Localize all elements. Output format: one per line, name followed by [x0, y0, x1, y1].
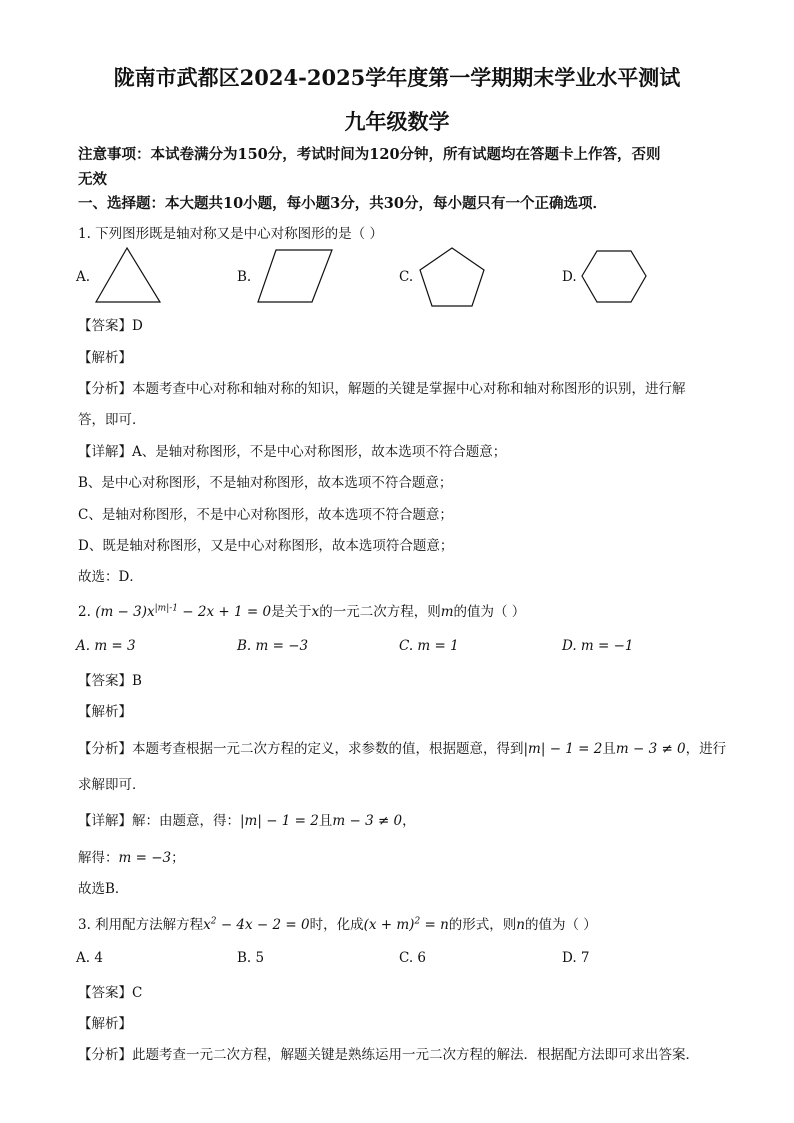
q2-analysis-line-2: 求解即可．	[78, 777, 146, 793]
q1-conclusion: 故选：D．	[78, 569, 143, 585]
notice-line-1: 注意事项：本试卷满分为150分，考试时间为120分钟，所有试题均在答题卡上作答，否则	[78, 146, 661, 163]
parallelogram-icon	[256, 248, 334, 304]
q1-answer: 【答案】D	[78, 318, 143, 334]
q1-detail-c: C、是轴对称图形，不是中心对称图形，故本选项不符合题意；	[78, 507, 453, 523]
q3-equation-1: $x^2 - 4x - 2 = 0$	[203, 916, 310, 933]
q2-answer: 【答案】B	[78, 673, 142, 689]
triangle-icon	[94, 246, 164, 304]
q1-option-a-label: A.	[76, 269, 91, 285]
q3-option-c: C. 6	[399, 950, 427, 966]
q1-option-b-label: B.	[237, 269, 252, 285]
q1-option-d-label: D.	[562, 269, 577, 285]
q3-stem: 3. 利用配方法解方程$x^2 - 4x - 2 = 0$时，化成$(x + m)^2 = n$的形式，则n的值为（ ）	[78, 916, 597, 933]
q1-detail-b: B、是中心对称图形，不是轴对称图形，故本选项不符合题意；	[78, 475, 453, 491]
q2-detail: 【详解】解：由题意，得：|m| − 1 = 2且m − 3 ≠ 0，	[78, 813, 416, 829]
q2-conclusion: 故选B．	[78, 881, 129, 897]
q2-exponent: |m|-1	[154, 603, 178, 614]
q2-jiexi: 【解析】	[78, 704, 132, 720]
section-heading-choice: 一、选择题：本大题共10小题，每小题3分，共30分，每小题只有一个正确选项．	[78, 195, 607, 212]
q2-option-a: A. m = 3	[76, 638, 136, 654]
q2-solve: 解得：m = −3；	[78, 850, 185, 866]
q1-jiexi: 【解析】	[78, 350, 132, 366]
hexagon-icon	[580, 249, 648, 305]
q1-analysis-line-2: 答，即可．	[78, 412, 146, 428]
q2-number: 2.	[78, 604, 91, 620]
q3-option-a: A. 4	[76, 950, 103, 966]
q3-option-b: B. 5	[237, 950, 265, 966]
q3-analysis: 【分析】此题考查一元二次方程，解题关键是熟练运用一元二次方程的解法．根据配方法即可求出答案．	[78, 1047, 699, 1063]
notice-line-2: 无效	[78, 171, 107, 188]
q2-option-d: D. m = −1	[562, 638, 634, 654]
q3-jiexi: 【解析】	[78, 1016, 132, 1032]
q2-option-c: C. m = 1	[399, 638, 459, 654]
q2-option-b: B. m = −3	[237, 638, 309, 654]
page-title: 陇南市武都区2024-2025学年度第一学期期末学业水平测试	[113, 65, 681, 90]
q2-equation: $(m - 3)x^{|m|-1} - 2x + 1 = 0$	[95, 603, 272, 620]
q3-option-d: D. 7	[562, 950, 590, 966]
q1-detail-d: D、既是轴对称图形，又是中心对称图形，故本选项符合题意；	[78, 538, 454, 554]
q1-stem: 1. 下列图形既是轴对称又是中心对称图形的是（ ）	[78, 226, 383, 242]
q2-stem: 2. $(m - 3)x^{|m|-1} - 2x + 1 = 0$是关于x的一元二次方程，则m的值为（ ）	[78, 603, 526, 620]
q1-option-c-label: C.	[399, 269, 414, 285]
q3-answer: 【答案】C	[78, 985, 143, 1001]
q1-detail-a: 【详解】A、是轴对称图形，不是中心对称图形，故本选项不符合题意；	[78, 444, 507, 460]
q3-equation-2: $(x + m)^2 = n$	[363, 916, 449, 933]
pentagon-icon	[418, 246, 486, 308]
q1-analysis-line-1: 【分析】本题考查中心对称和轴对称的知识，解题的关键是掌握中心对称和轴对称图形的识别，进行解	[78, 381, 686, 397]
page-subtitle: 九年级数学	[344, 109, 450, 134]
q2-analysis-line-1: 【分析】本题考查根据一元二次方程的定义，求参数的值，根据题意，得到|m| − 1 = 2且m − 3 ≠ 0，进行	[78, 741, 727, 757]
